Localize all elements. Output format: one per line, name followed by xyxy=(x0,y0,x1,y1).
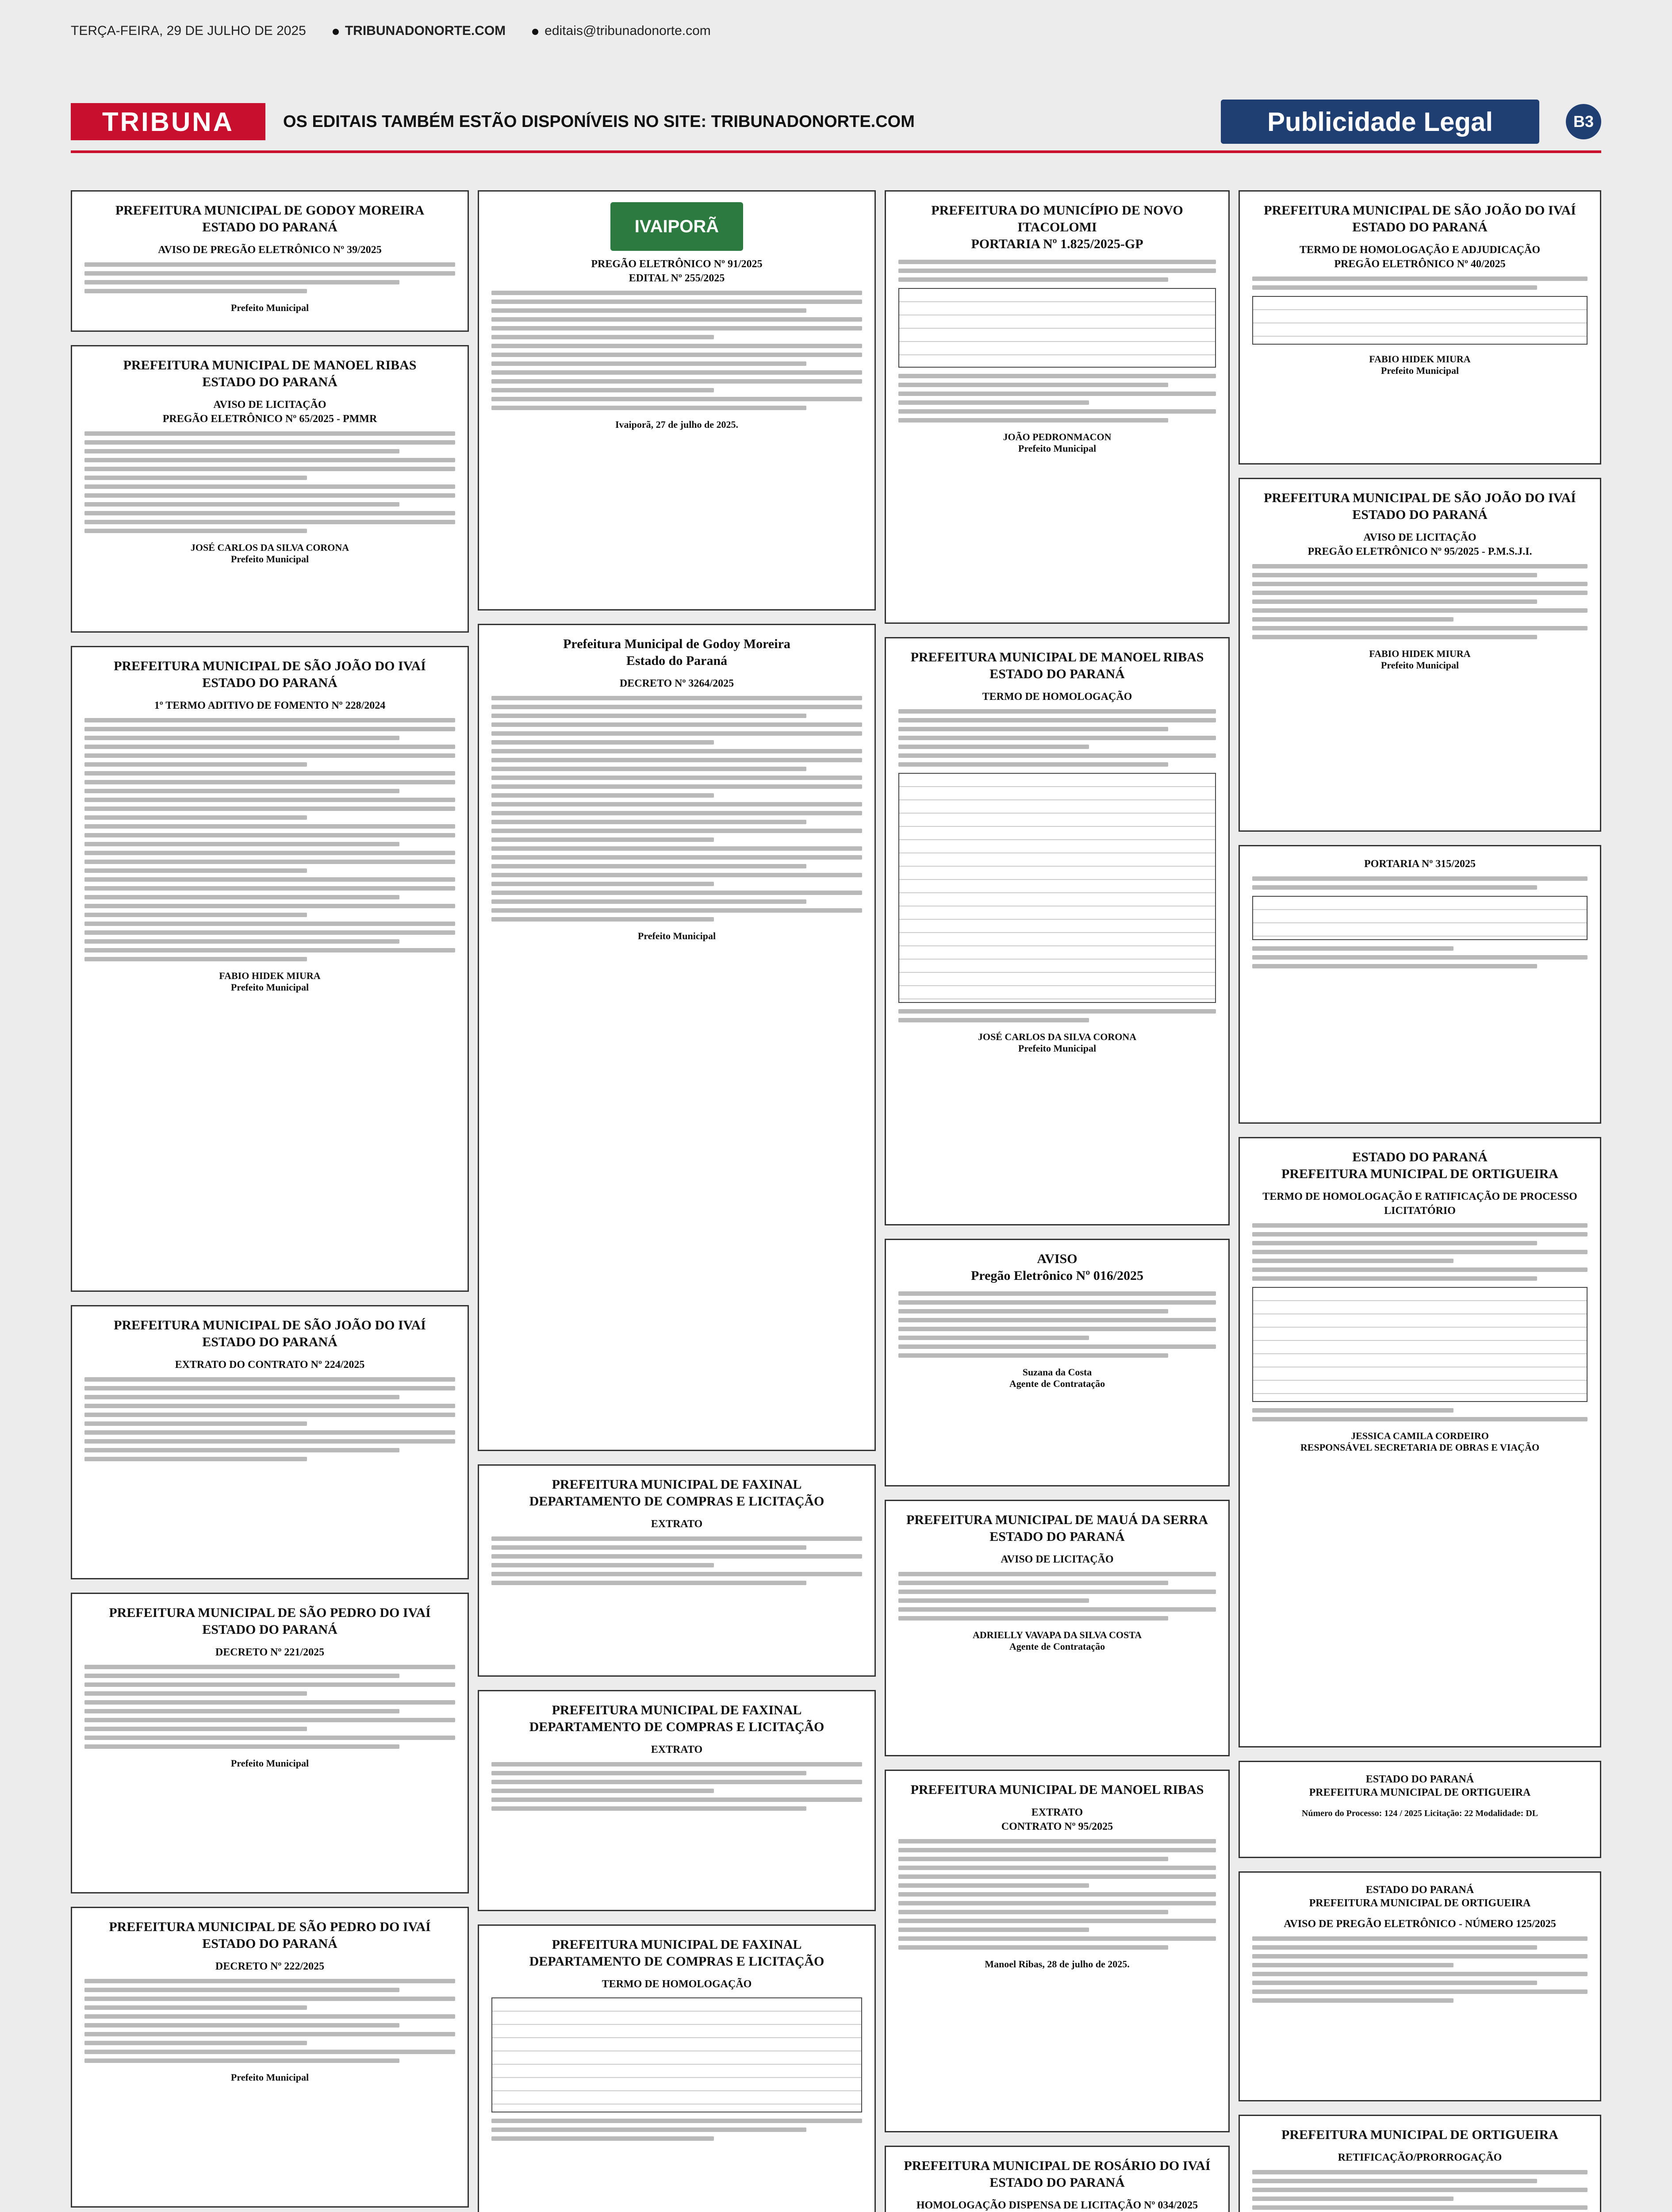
notice-title: PREFEITURA MUNICIPAL DE SÃO PEDRO DO IVAÍ ESTADO DO PARANÁ xyxy=(109,1920,431,1951)
masthead-tagline: OS EDITAIS TAMBÉM ESTÃO DISPONÍVEIS NO SITE: TRIBUNADONORTE.COM xyxy=(283,112,915,131)
notice-subtitle: DECRETO Nº 222/2025 xyxy=(215,1961,325,1972)
notice-signature: Prefeito Municipal xyxy=(230,2072,309,2083)
ivaipora-logo: IVAIPORÃ xyxy=(610,202,743,251)
notice-godoy-moreira xyxy=(71,190,469,332)
item-table xyxy=(491,1997,862,2112)
notice-subtitle: Número do Processo: 124 / 2025 Licitação: 22 Modalidade: DL xyxy=(1301,1809,1538,1818)
servers-table xyxy=(1252,896,1588,940)
notice-signature: JOÃO PEDRONMACON Prefeito Municipal xyxy=(1003,431,1112,454)
notice-subtitle: DECRETO Nº 3264/2025 xyxy=(619,678,734,689)
notice-subtitle: TERMO DE HOMOLOGAÇÃO E RATIFICAÇÃO DE PROCESSO LICITATÓRIO xyxy=(1262,1191,1577,1217)
email-item xyxy=(532,23,711,38)
notice-sao-pedro-decreto-222 xyxy=(71,1907,469,2208)
tribuna-logo: TRIBUNA xyxy=(71,103,265,140)
notice-ortigueira-pregao-125 xyxy=(1239,1871,1601,2101)
notice-signature: Prefeito Municipal xyxy=(230,1758,309,1769)
notice-title: PREFEITURA MUNICIPAL DE FAXINAL DEPARTAMENTO DE COMPRAS E LICITAÇÃO xyxy=(529,1937,824,1969)
notice-subtitle: EXTRATO xyxy=(651,1744,703,1755)
notice-subtitle: RETIFICAÇÃO/PRORROGAÇÃO xyxy=(1338,2152,1502,2163)
notice-title: PREFEITURA MUNICIPAL DE SÃO PEDRO DO IVAÍ ESTADO DO PARANÁ xyxy=(109,1605,431,1637)
winners-table xyxy=(1252,296,1588,345)
notice-signature: ADRIELLY VAVAPA DA SILVA COSTA Agente de Contratação xyxy=(972,1629,1142,1652)
notice-signature: FABIO HIDEK MIURA Prefeito Municipal xyxy=(1369,648,1471,671)
notice-title: PREFEITURA MUNICIPAL DE SÃO JOÃO DO IVAÍ ESTADO DO PARANÁ xyxy=(114,659,426,690)
notice-subtitle: TERMO DE HOMOLOGAÇÃO xyxy=(602,1978,752,1990)
notice-signature: Prefeito Municipal xyxy=(637,930,716,941)
notice-subtitle: DECRETO Nº 221/2025 xyxy=(215,1647,325,1658)
notice-subtitle: AVISO DE PREGÃO ELETRÔNICO Nº 39/2025 xyxy=(158,244,382,256)
notice-faxinal-extrato-2 xyxy=(478,1690,876,1911)
notice-maua-da-serra xyxy=(885,1500,1230,1756)
notice-godoy-decreto xyxy=(478,624,876,1451)
notice-portaria xyxy=(1239,845,1601,1124)
notice-novo-itacolomi xyxy=(885,190,1230,624)
masthead xyxy=(71,102,1601,142)
notice-faxinal-extrato-1 xyxy=(478,1464,876,1677)
notice-signature: Prefeito Municipal xyxy=(230,302,309,313)
notice-signature: JESSICA CAMILA CORDEIRO RESPONSÁVEL SECRETARIA DE OBRAS E VIAÇÃO xyxy=(1300,1430,1540,1453)
notice-title: PREFEITURA MUNICIPAL DE SÃO JOÃO DO IVAÍ ESTADO DO PARANÁ xyxy=(1264,491,1576,522)
notice-sao-joao-homologacao-40 xyxy=(1239,190,1601,465)
notice-subtitle: 1º TERMO ADITIVO DE FOMENTO Nº 228/2024 xyxy=(154,700,386,711)
bullet-icon xyxy=(532,29,538,35)
items-table xyxy=(898,773,1216,1003)
notice-subtitle: EXTRATO DO CONTRATO Nº 224/2025 xyxy=(175,1359,365,1371)
top-info-bar xyxy=(71,18,1601,44)
notice-aviso-pregao-016 xyxy=(885,1239,1230,1486)
notice-subtitle: EXTRATO CONTRATO Nº 95/2025 xyxy=(1001,1807,1113,1832)
notice-ortigueira-homologacao xyxy=(1239,1137,1601,1747)
servers-table xyxy=(898,288,1216,368)
notice-title: PREFEITURA MUNICIPAL DE MANOEL RIBAS ESTADO DO PARANÁ xyxy=(910,650,1204,681)
notice-title: ESTADO DO PARANÁ PREFEITURA MUNICIPAL DE ORTIGUEIRA xyxy=(1309,1774,1531,1798)
notice-title: PREFEITURA MUNICIPAL DE GODOY MOREIRA ESTADO DO PARANÁ xyxy=(115,203,425,234)
items-table xyxy=(1252,1287,1588,1402)
notice-sao-joao-pregao-95 xyxy=(1239,478,1601,832)
notice-sao-joao-extrato xyxy=(71,1305,469,1579)
notice-rosario-do-ivai xyxy=(885,2146,1230,2212)
site-link[interactable]: TRIBUNADONORTE.COM xyxy=(345,23,506,38)
notice-subtitle: AVISO DE LICITAÇÃO PREGÃO ELETRÔNICO Nº 65/2025 - PMMR xyxy=(162,399,377,425)
notice-title: PREFEITURA MUNICIPAL DE ROSÁRIO DO IVAÍ ESTADO DO PARANÁ xyxy=(904,2158,1211,2190)
notice-subtitle: TERMO DE HOMOLOGAÇÃO E ADJUDICAÇÃO PREGÃO ELETRÔNICO Nº 40/2025 xyxy=(1299,244,1541,270)
notice-sao-joao-termo-aditivo xyxy=(71,646,469,1292)
notice-ortigueira-processo xyxy=(1239,1761,1601,1858)
notice-subtitle: EXTRATO xyxy=(651,1518,703,1530)
notice-signature: FABIO HIDEK MIURA Prefeito Municipal xyxy=(1369,353,1471,376)
notice-title: PREFEITURA MUNICIPAL DE MAUÁ DA SERRA ESTADO DO PARANÁ xyxy=(906,1513,1208,1544)
notice-signature: Suzana da Costa Agente de Contratação xyxy=(1009,1367,1105,1389)
bullet-icon xyxy=(333,29,339,35)
edition-date: TERÇA-FEIRA, 29 DE JULHO DE 2025 xyxy=(71,23,306,38)
notice-subtitle: AVISO DE PREGÃO ELETRÔNICO - NÚMERO 125/2025 xyxy=(1284,1918,1556,1930)
notice-signature: JOSÉ CARLOS DA SILVA CORONA Prefeito Municipal xyxy=(978,1031,1137,1054)
masthead-rule xyxy=(71,150,1601,153)
notice-manoel-ribas-aviso xyxy=(71,345,469,633)
notice-subtitle: HOMOLOGAÇÃO DISPENSA DE LICITAÇÃO Nº 034/2025 xyxy=(916,2200,1198,2211)
notice-subtitle: PREGÃO ELETRÔNICO Nº 91/2025 EDITAL Nº 255/2025 xyxy=(591,258,763,284)
site-item xyxy=(333,23,506,38)
notice-title: PREFEITURA MUNICIPAL DE ORTIGUEIRA xyxy=(1281,2128,1558,2142)
notice-title: Prefeitura Municipal de Godoy Moreira Estado do Paraná xyxy=(563,637,790,668)
notice-title: PREFEITURA MUNICIPAL DE FAXINAL DEPARTAMENTO DE COMPRAS E LICITAÇÃO xyxy=(529,1477,824,1509)
notice-title: AVISO Pregão Eletrônico Nº 016/2025 xyxy=(970,1252,1144,1283)
email-link[interactable]: editais@tribunadonorte.com xyxy=(545,23,711,38)
notice-sao-pedro-decreto-221 xyxy=(71,1593,469,1893)
notice-title: PREFEITURA MUNICIPAL DE FAXINAL DEPARTAMENTO DE COMPRAS E LICITAÇÃO xyxy=(529,1703,824,1734)
notice-title: PREFEITURA MUNICIPAL DE MANOEL RIBAS xyxy=(910,1782,1204,1797)
section-title: Publicidade Legal xyxy=(1221,100,1539,144)
notice-manoel-ribas-homologacao xyxy=(885,637,1230,1225)
notice-title: PREFEITURA DO MUNICÍPIO DE NOVO ITACOLOMI PORTARIA Nº 1.825/2025-GP xyxy=(931,203,1183,251)
notice-title: PREFEITURA MUNICIPAL DE SÃO JOÃO DO IVAÍ ESTADO DO PARANÁ xyxy=(1264,203,1576,234)
notice-faxinal-homologacao xyxy=(478,1924,876,2212)
notice-manoel-ribas-extrato xyxy=(885,1770,1230,2132)
notice-title: PREFEITURA MUNICIPAL DE MANOEL RIBAS ESTADO DO PARANÁ xyxy=(123,358,417,389)
notice-title: PREFEITURA MUNICIPAL DE SÃO JOÃO DO IVAÍ ESTADO DO PARANÁ xyxy=(114,1318,426,1349)
notice-subtitle: PORTARIA Nº 315/2025 xyxy=(1364,858,1476,870)
notice-title: ESTADO DO PARANÁ PREFEITURA MUNICIPAL DE ORTIGUEIRA xyxy=(1309,1884,1531,1909)
notice-subtitle: TERMO DE HOMOLOGAÇÃO xyxy=(982,691,1132,703)
notice-ortigueira-retificacao xyxy=(1239,2115,1601,2212)
notice-ivaipora-pregao-91 xyxy=(478,190,876,611)
notice-subtitle: AVISO DE LICITAÇÃO xyxy=(1001,1554,1114,1565)
notice-signature: Manoel Ribas, 28 de julho de 2025. xyxy=(985,1959,1130,1970)
notice-signature: JOSÉ CARLOS DA SILVA CORONA Prefeito Municipal xyxy=(190,542,349,565)
notice-title: ESTADO DO PARANÁ PREFEITURA MUNICIPAL DE ORTIGUEIRA xyxy=(1281,1150,1558,1181)
notice-signature: Ivaiporã, 27 de julho de 2025. xyxy=(615,419,739,430)
notice-subtitle: AVISO DE LICITAÇÃO PREGÃO ELETRÔNICO Nº 95/2025 - P.M.S.J.I. xyxy=(1308,532,1532,557)
page-number-badge: B3 xyxy=(1566,104,1601,139)
notice-signature: FABIO HIDEK MIURA Prefeito Municipal xyxy=(219,970,321,993)
